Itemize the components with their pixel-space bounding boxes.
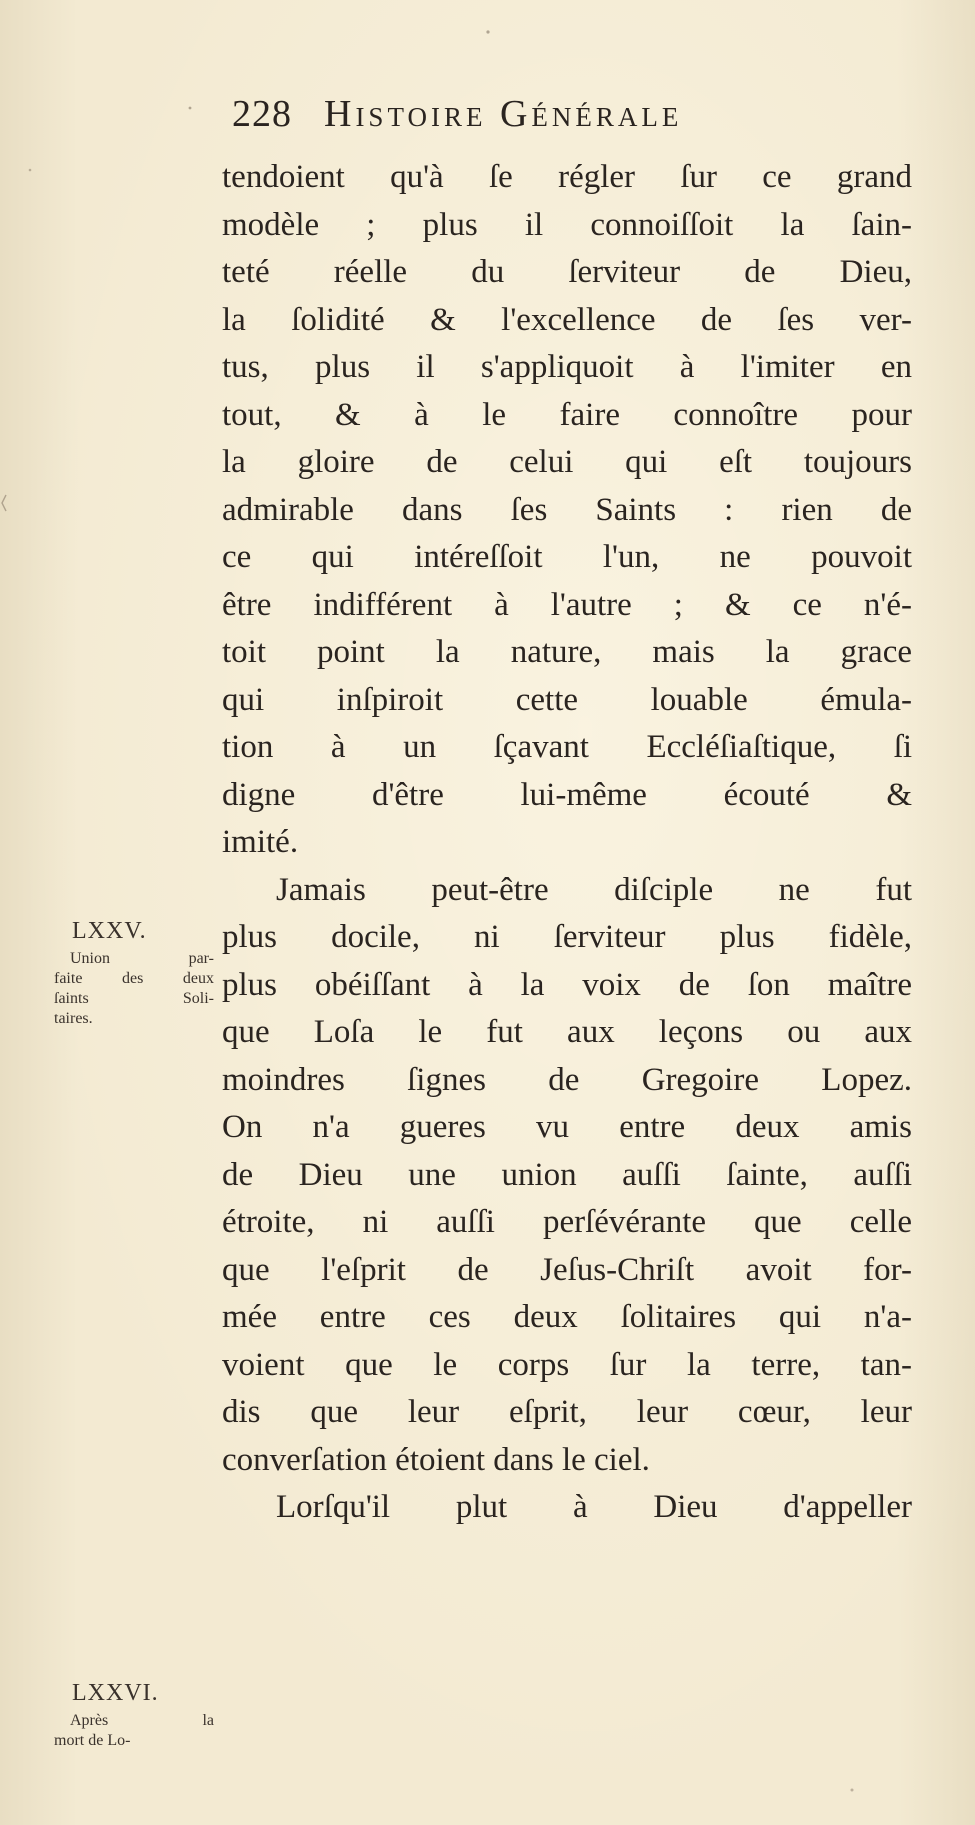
- text-line: admirable dans ſes Saints : rien de: [222, 491, 912, 528]
- text-line: teté réelle du ſerviteur de Dieu,: [222, 254, 912, 290]
- text-line: tus, plus il s'appliquoit à l'imiter en: [222, 349, 912, 385]
- text-line: On n'a gueres vu entre deux amis: [222, 1109, 912, 1145]
- text-line: modèle ; plus il connoiſſoit la ſain-: [222, 206, 912, 243]
- text-line: digne d'être lui-même écouté &: [222, 776, 912, 813]
- paragraph-start-line: Lorſqu'il plut à Dieu d'appeller: [276, 1489, 912, 1525]
- text-line: plus obéiſſant à la voix de ſon maître: [222, 966, 912, 1003]
- margin-note-lxxv: [54, 918, 214, 1029]
- text-line: que Loſa le fut aux leçons ou aux: [222, 1014, 912, 1050]
- text-line: être indifférent à l'autre ; & ce n'é-: [222, 586, 912, 623]
- margin-note-line: Union par-: [70, 950, 214, 967]
- text-line: la ſolidité & l'excellence de ſes ver-: [222, 301, 912, 338]
- margin-note-lxxvi: [54, 1680, 214, 1751]
- text-line: plus docile, ni ſerviteur plus fidèle,: [222, 919, 912, 955]
- text-line: ce qui intéreſſoit l'un, ne pouvoit: [222, 539, 912, 575]
- margin-note-number: LXXV.: [72, 918, 147, 944]
- text-line: de Dieu une union auſſi ſainte, auſſi: [222, 1156, 912, 1193]
- running-title: Histoire Générale: [324, 93, 683, 135]
- paragraph-start-line: Jamais peut-être diſciple ne fut: [276, 871, 912, 908]
- text-line: étroite, ni auſſi perſévérante que celle: [222, 1204, 912, 1240]
- text-line: mée entre ces deux ſolitaires qui n'a-: [222, 1299, 912, 1335]
- running-header: [232, 92, 912, 140]
- page-number: 228: [232, 93, 292, 135]
- margin-note-line: Après la: [70, 1712, 214, 1729]
- text-line: tout, & à le faire connoître pour: [222, 396, 912, 433]
- text-line: tion à un ſçavant Eccléſiaſtique, ſi: [222, 729, 912, 765]
- text-line: la gloire de celui qui eſt toujours: [222, 444, 912, 480]
- text-line: que l'eſprit de Jeſus-Chriſt avoit for-: [222, 1251, 912, 1288]
- margin-note-line: mort de Lo-: [54, 1732, 131, 1749]
- text-line: voient que le corps ſur la terre, tan-: [222, 1346, 912, 1383]
- margin-note-number: LXXVI.: [72, 1680, 159, 1706]
- margin-note-line: ſaints Soli-: [54, 990, 214, 1007]
- text-line: tendoient qu'à ſe régler ſur ce grand: [222, 159, 912, 195]
- margin-note-line: faite des deux: [54, 970, 214, 987]
- text-line: moindres ſignes de Gregoire Lopez.: [222, 1061, 912, 1098]
- text-line: converſation étoient dans le ciel.: [222, 1441, 650, 1478]
- text-line: dis que leur eſprit, leur cœur, leur: [222, 1394, 912, 1430]
- margin-note-line: taires.: [54, 1010, 93, 1027]
- main-text: [222, 154, 912, 1532]
- text-line: toit point la nature, mais la grace: [222, 634, 912, 670]
- text-line: imité.: [222, 824, 299, 860]
- text-line: qui inſpiroit cette louable émula-: [222, 681, 912, 718]
